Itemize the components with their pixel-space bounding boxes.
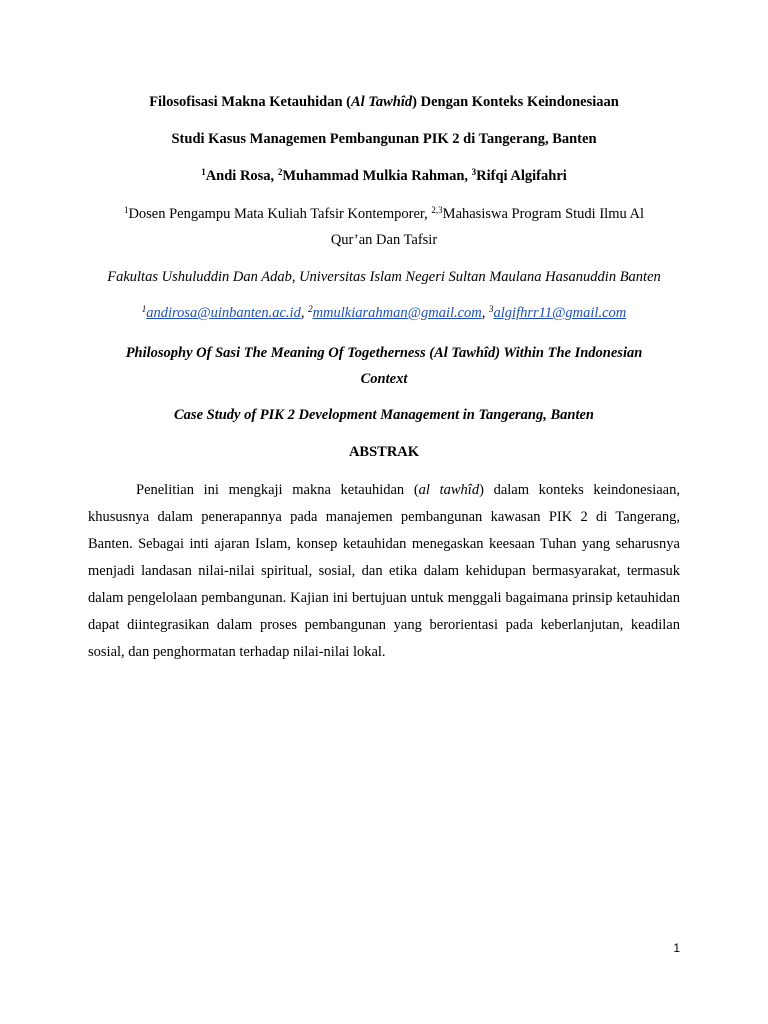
email-separator: , [481, 305, 490, 321]
abstract-paragraph [88, 477, 680, 666]
author-marker: 1 [201, 167, 206, 177]
author-marker: 2 [277, 167, 283, 177]
author-name: Andi Rosa, [205, 168, 278, 184]
email-marker: 2 [308, 304, 313, 314]
author-list [88, 163, 680, 189]
paper-title [88, 89, 680, 115]
author-name: Rifqi Algifahri [476, 168, 567, 184]
abstract-text: ) dalam konteks keindonesiaan, khususnya dalam penerapannya pada manajemen pembangunan kawasan PIK 2 di Tangerang, Banten. Sebagai inti ajaran Islam, konsep ketauhidan menegaskan keesaan Tuhan yang seharusnya menjadi landasan nilai-nilai spiritual, sosial, dan etika dalam kehidupan bermasyarakat, termasuk dalam pengelolaan pembangunan. Kajian ini bertujuan untuk menggali bagaimana prinsip ketauhidan dapat diintegrasikan dalam proses pembangunan yang berorientasi pada keberlanjutan, keadilan sosial, dan penghormatan terhadap nilai-nilai lokal. [88, 482, 680, 660]
paper-title-text-end: ) Dengan Konteks Keindonesiaan [412, 94, 619, 110]
paper-title-italic: Al Tawhîd [351, 94, 413, 110]
email-marker: 1 [141, 304, 147, 314]
faculty-line: Fakultas Ushuluddin Dan Adab, Universitas Islam Negeri Sultan Maulana Hasanuddin Banten [107, 269, 661, 285]
email-link[interactable]: andirosa@uinbanten.ac.id [146, 305, 301, 321]
affiliation [103, 201, 665, 253]
affiliation-text: Dosen Pengampu Mata Kuliah Tafsir Kontemporer, [128, 206, 432, 222]
english-subtitle: Case Study of PIK 2 Development Management in Tangerang, Banten [174, 407, 594, 423]
email-link[interactable]: mmulkiarahman@gmail.com [312, 305, 482, 321]
abstract-heading: ABSTRAK [348, 444, 420, 460]
author-name: Muhammad Mulkia Rahman, [282, 168, 472, 184]
abstract-text: Penelitian ini mengkaji makna ketauhidan ( [136, 482, 419, 498]
email-marker: 3 [489, 304, 494, 314]
page-number: 1 [673, 941, 680, 955]
english-title: Philosophy Of Sasi The Meaning Of Togetherness (Al Tawhîd) Within The Indonesian Context [125, 345, 643, 387]
abstract-italic-term: al tawhîd [418, 482, 480, 498]
affiliation-marker: 1 [123, 205, 129, 215]
email-list [88, 300, 680, 326]
paper-subtitle: Studi Kasus Managemen Pembangunan PIK 2 di Tangerang, Banten [171, 131, 597, 147]
affiliation-text: Mahasiswa Program Studi Ilmu Al Qur’an Dan Tafsir [330, 206, 645, 248]
email-separator: , [300, 305, 309, 321]
author-marker: 3 [471, 167, 477, 177]
email-link[interactable]: algifhrr11@gmail.com [493, 305, 627, 321]
affiliation-marker: 2,3 [431, 205, 443, 215]
paper-title-text: Filosofisasi Makna Ketauhidan ( [149, 94, 352, 110]
